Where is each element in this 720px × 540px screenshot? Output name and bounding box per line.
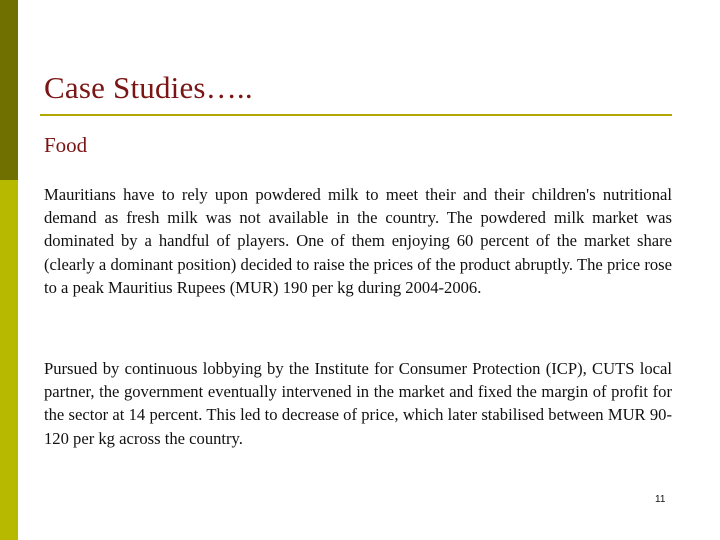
left-accent-bar <box>0 0 18 540</box>
paragraph-2: Pursued by continuous lobbying by the Institute for Consumer Protection (ICP), CUTS local partner, the government eventually intervened in the market and fixed the margin of profit for the sector at 14 percent. This led to decrease of price, which later stabilised between MUR 90-120 per kg across the country. <box>44 359 672 448</box>
slide-title: Case Studies….. <box>44 70 253 105</box>
left-accent-bar-dark-segment <box>0 0 18 180</box>
slide-subtitle: Food <box>44 133 88 157</box>
title-divider <box>40 114 672 116</box>
paragraph-1: Mauritians have to rely upon powdered milk to meet their and their children's nutritional demand as fresh milk was not available in the country. The powdered milk market was dominated by a handful of players. One of them enjoying 60 percent of the market share (clearly a dominant position) decided to raise the prices of the product abruptly. The price rose to a peak Mauritius Rupees (MUR) 190 per kg during 2004-2006. <box>44 185 672 297</box>
page-number: 11 <box>655 494 666 505</box>
